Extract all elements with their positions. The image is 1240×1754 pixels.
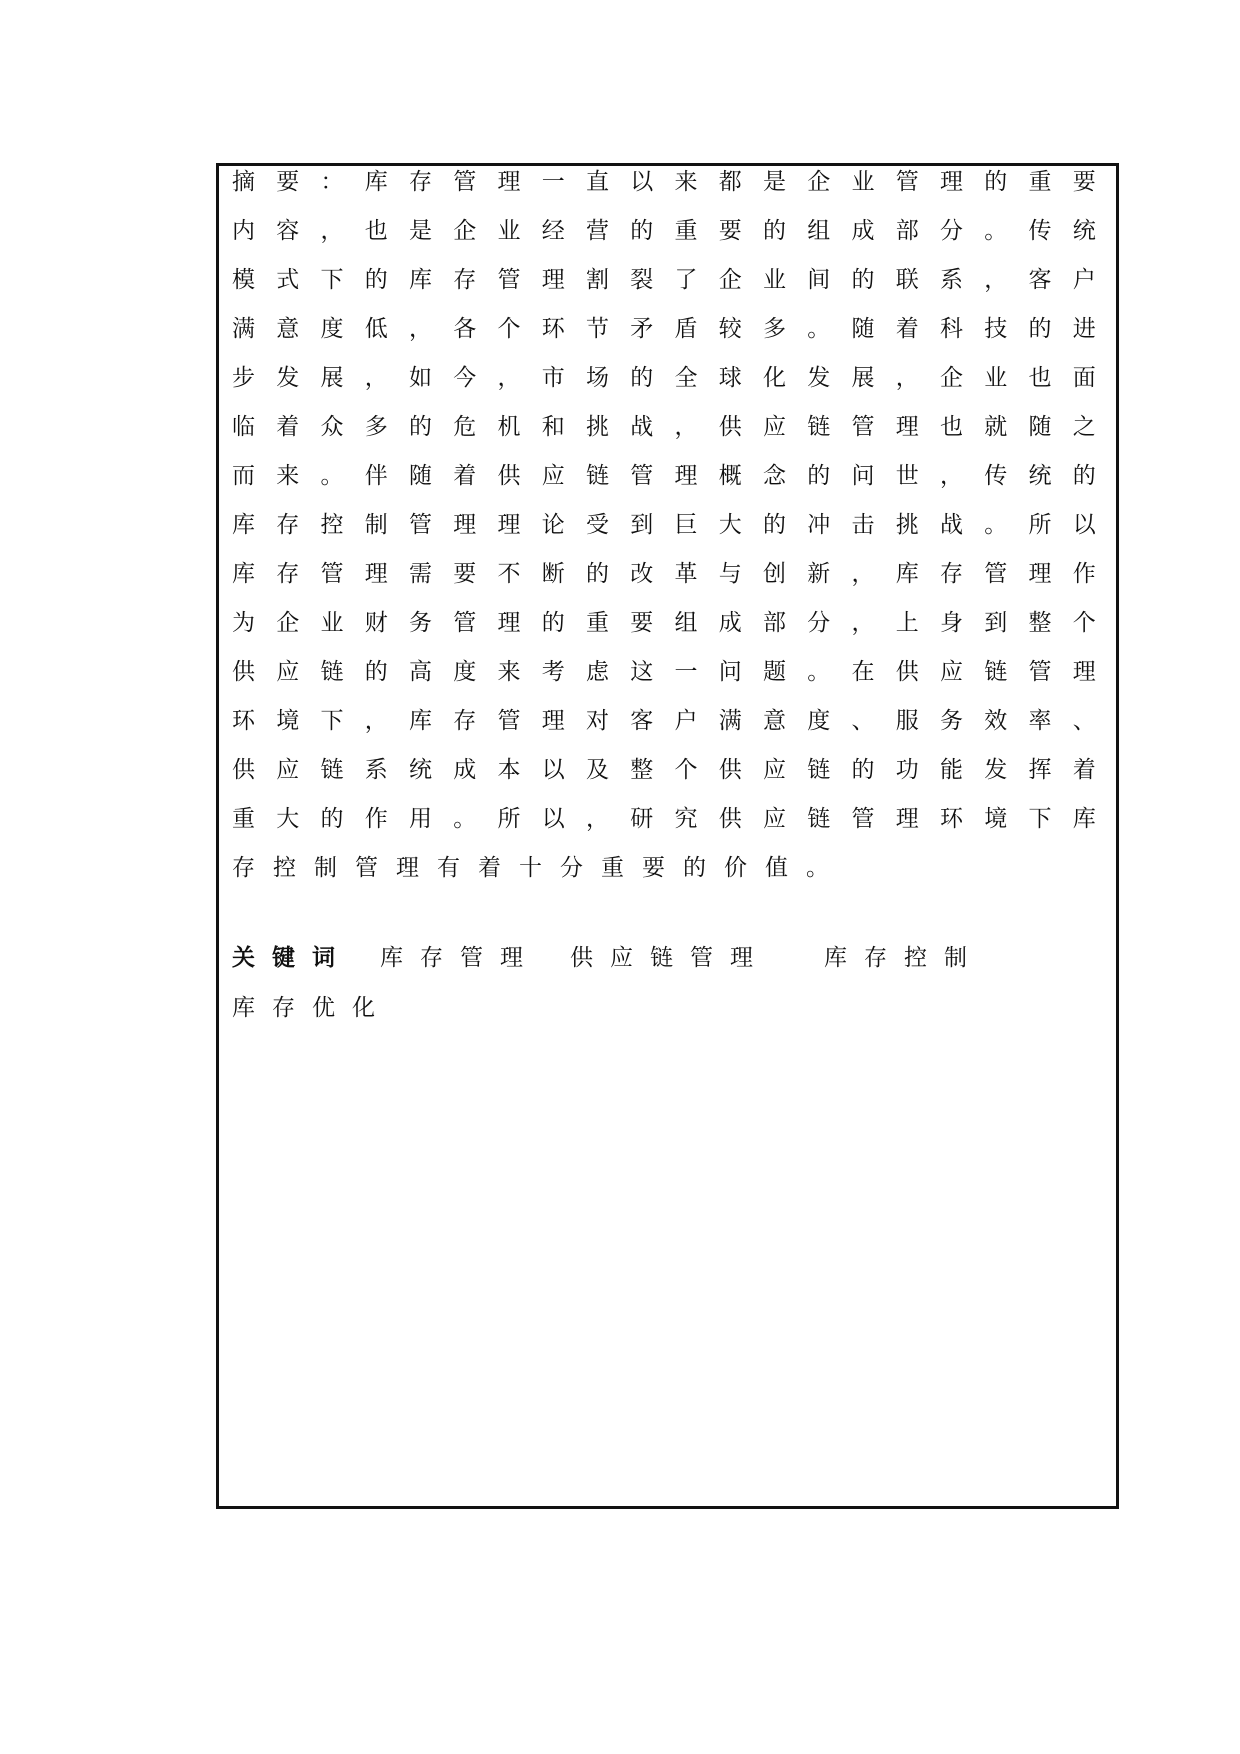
abstract-line: 而 来 。 伴 随 着 供 应 链 管 理 概 念 的 问 世 ， 传 统 的	[232, 463, 1098, 489]
abstract-line: 库 存 管 理 需 要 不 断 的 改 革 与 创 新 ， 库 存 管 理 作	[232, 561, 1098, 587]
abstract-line: 供 应 链 的 高 度 来 考 虑 这 一 问 题 。 在 供 应 链 管 理	[232, 659, 1098, 685]
abstract-line: 满 意 度 低 ， 各 个 环 节 矛 盾 较 多 。 随 着 科 技 的 进	[232, 316, 1098, 342]
keyword-term: 库存管理	[380, 945, 540, 971]
abstract-line: 步 发 展 ， 如 今 ， 市 场 的 全 球 化 发 展 ， 企 业 也 面	[232, 365, 1098, 391]
abstract-line: 重 大 的 作 用 。 所 以 ， 研 究 供 应 链 管 理 环 境 下 库	[232, 806, 1098, 832]
abstract-line: 供 应 链 系 统 成 本 以 及 整 个 供 应 链 的 功 能 发 挥 着	[232, 757, 1098, 783]
abstract-line: 库 存 控 制 管 理 理 论 受 到 巨 大 的 冲 击 挑 战 。 所 以	[232, 512, 1098, 538]
abstract-body	[232, 164, 1098, 899]
keywords-row	[232, 940, 1098, 976]
abstract-line: 摘 要 ： 库 存 管 理 一 直 以 来 都 是 企 业 管 理 的 重 要	[232, 169, 1098, 195]
abstract-line: 内 容 ， 也 是 企 业 经 营 的 重 要 的 组 成 部 分 。 传 统	[232, 218, 1098, 244]
abstract-line: 临 着 众 多 的 危 机 和 挑 战 ， 供 应 链 管 理 也 就 随 之	[232, 414, 1098, 440]
abstract-line: 模 式 下 的 库 存 管 理 割 裂 了 企 业 间 的 联 系 ， 客 户	[232, 267, 1098, 293]
abstract-line: 存 控 制 管 理 有 着 十 分 重 要 的 价 值 。	[232, 855, 831, 881]
keyword-term: 库存控制	[824, 945, 984, 971]
abstract-line: 环 境 下 ， 库 存 管 理 对 客 户 满 意 度 、 服 务 效 率 、	[232, 708, 1098, 734]
keywords-label: 关键词	[232, 945, 352, 971]
keyword-term: 供应链管理	[570, 945, 770, 971]
keyword-term: 库存优化	[232, 995, 392, 1021]
abstract-line: 为 企 业 财 务 管 理 的 重 要 组 成 部 分 ， 上 身 到 整 个	[232, 610, 1098, 636]
